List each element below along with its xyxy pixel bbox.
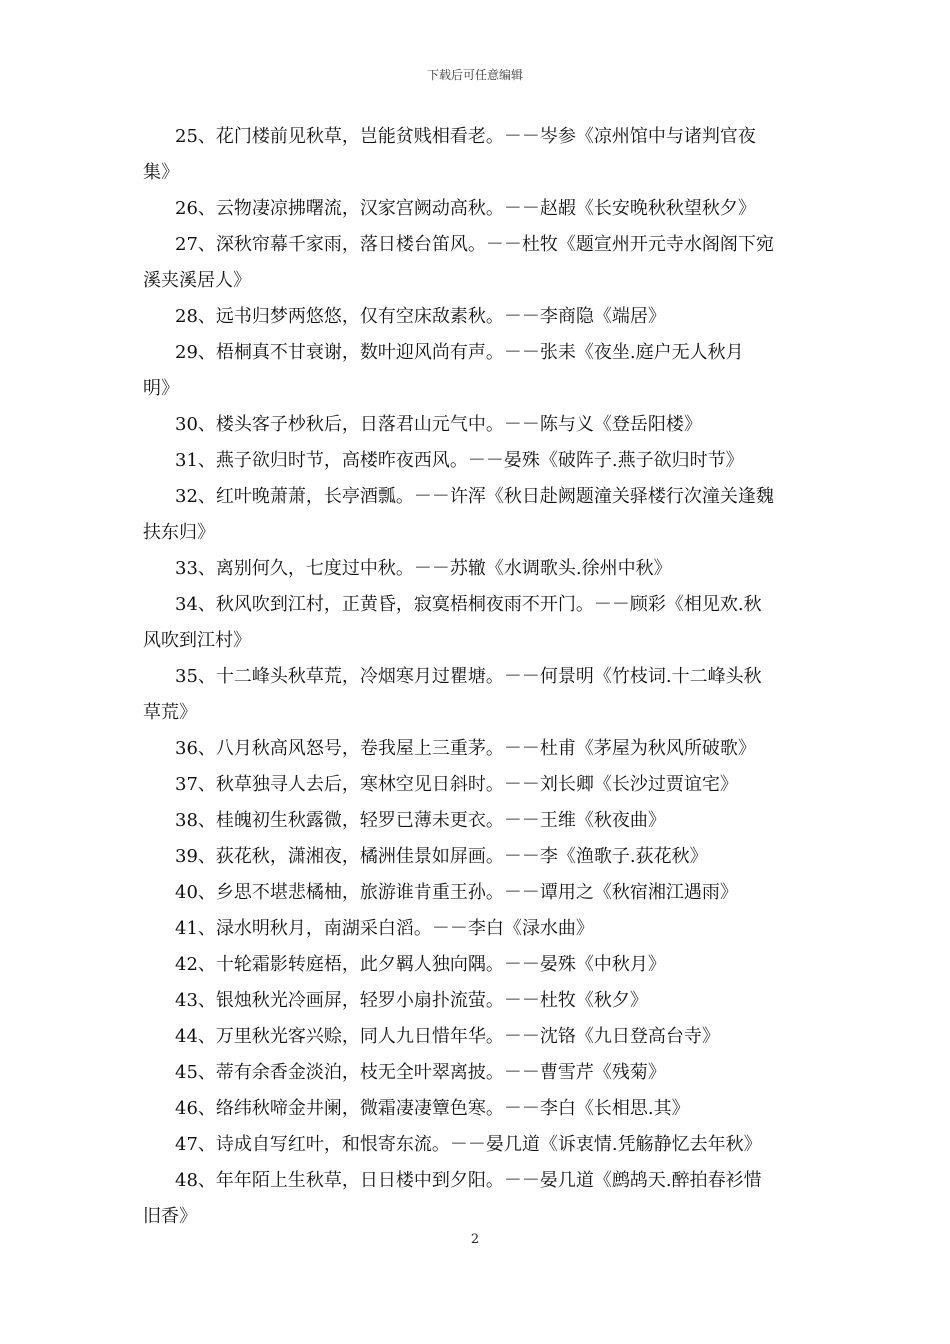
poem-entry: [143, 983, 808, 1019]
poem-list: [143, 119, 808, 1235]
poem-entry: [143, 803, 808, 839]
entry-line: 30、楼头客子杪秋后，日落君山元气中。－－陈与义《登岳阳楼》: [175, 414, 702, 435]
entry-line-continued: 风吹到江村》: [143, 630, 251, 651]
entry-line: 41、渌水明秋月，南湖采白滔。－－李白《渌水曲》: [175, 918, 594, 939]
entry-line: 27、深秋帘幕千家雨，落日楼台笛风。－－杜牧《题宣州开元寺水阁阁下宛: [175, 234, 774, 255]
poem-entry: [143, 299, 808, 335]
entry-line: 45、蒂有余香金淡泊，枝无全叶翠离披。－－曹雪芹《残菊》: [175, 1062, 666, 1083]
poem-entry: [143, 731, 808, 767]
poem-entry: [143, 911, 808, 947]
entry-line: 29、梧桐真不甘衰谢，数叶迎风尚有声。－－张耒《夜坐.庭户无人秋月: [175, 342, 744, 363]
poem-entry: [143, 119, 808, 191]
entry-line: 28、远书归梦两悠悠，仅有空床敌素秋。－－李商隐《端居》: [175, 306, 666, 327]
entry-line: 31、燕子欲归时节，高楼昨夜西风。－－晏殊《破阵子.燕子欲归时节》: [175, 450, 744, 471]
entry-line: 25、花门楼前见秋草，岂能贫贱相看老。－－岑参《凉州馆中与诸判官夜: [175, 126, 756, 147]
poem-entry: [143, 407, 808, 443]
entry-line: 47、诗成自写红叶，和恨寄东流。－－晏几道《诉衷情.凭觞静忆去年秋》: [175, 1134, 762, 1155]
entry-line: 32、红叶晚萧萧，长亭酒瓢。－－许浑《秋日赴阙题潼关驿楼行次潼关逢魏: [175, 486, 774, 507]
poem-entry: [143, 767, 808, 803]
entry-line-continued: 草荒》: [143, 702, 197, 723]
entry-line: 44、万里秋光客兴赊，同人九日惜年华。－－沈铬《九日登高台寺》: [175, 1026, 720, 1047]
entry-line: 36、八月秋高风怒号，卷我屋上三重茅。－－杜甫《茅屋为秋风所破歌》: [175, 738, 756, 759]
entry-line: 39、荻花秋，潇湘夜，橘洲佳景如屏画。－－李《渔歌子.荻花秋》: [175, 846, 708, 867]
entry-line: 48、年年陌上生秋草，日日楼中到夕阳。－－晏几道《鹧鸪天.醉拍春衫惜: [175, 1170, 762, 1191]
entry-line: 26、云物凄凉拂曙流，汉家宫阙动高秋。－－赵嘏《长安晚秋秋望秋夕》: [175, 198, 756, 219]
poem-entry: [143, 551, 808, 587]
entry-line-continued: 旧香》: [143, 1206, 197, 1227]
page-header: 下载后可任意编辑: [426, 68, 523, 82]
poem-entry: [143, 587, 808, 659]
poem-entry: [143, 1019, 808, 1055]
entry-line: 33、离别何久，七度过中秋。－－苏辙《水调歌头.徐州中秋》: [175, 558, 672, 579]
poem-entry: [143, 1091, 808, 1127]
poem-entry: [143, 839, 808, 875]
entry-line-continued: 扶东归》: [143, 522, 215, 543]
entry-line: 40、乡思不堪悲橘柚，旅游谁肯重王孙。－－谭用之《秋宿湘江遇雨》: [175, 882, 738, 903]
poem-entry: [143, 227, 808, 299]
entry-line: 37、秋草独寻人去后，寒林空见日斜时。－－刘长卿《长沙过贾谊宅》: [175, 774, 738, 795]
entry-line-continued: 溪夹溪居人》: [143, 270, 251, 291]
entry-line: 38、桂魄初生秋露微，轻罗已薄未更衣。－－王维《秋夜曲》: [175, 810, 666, 831]
entry-line: 35、十二峰头秋草荒，冷烟寒月过瞿塘。－－何景明《竹枝词.十二峰头秋: [175, 666, 762, 687]
poem-entry: [143, 875, 808, 911]
poem-entry: [143, 1127, 808, 1163]
page-number: 2: [470, 1232, 480, 1247]
entry-line-continued: 明》: [143, 378, 179, 399]
poem-entry: [143, 479, 808, 551]
poem-entry: [143, 443, 808, 479]
poem-entry: [143, 947, 808, 983]
poem-entry: [143, 659, 808, 731]
poem-entry: [143, 1163, 808, 1235]
entry-line: 43、银烛秋光冷画屏，轻罗小扇扑流萤。－－杜牧《秋夕》: [175, 990, 648, 1011]
entry-line: 34、秋风吹到江村，正黄昏，寂寞梧桐夜雨不开门。－－顾彩《相见欢.秋: [175, 594, 762, 615]
entry-line: 42、十轮霜影转庭梧，此夕羁人独向隅。－－晏殊《中秋月》: [175, 954, 666, 975]
poem-entry: [143, 1055, 808, 1091]
entry-line-continued: 集》: [143, 162, 179, 183]
poem-entry: [143, 335, 808, 407]
poem-entry: [143, 191, 808, 227]
entry-line: 46、络纬秋啼金井阑，微霜凄凄簟色寒。－－李白《长相思.其》: [175, 1098, 690, 1119]
